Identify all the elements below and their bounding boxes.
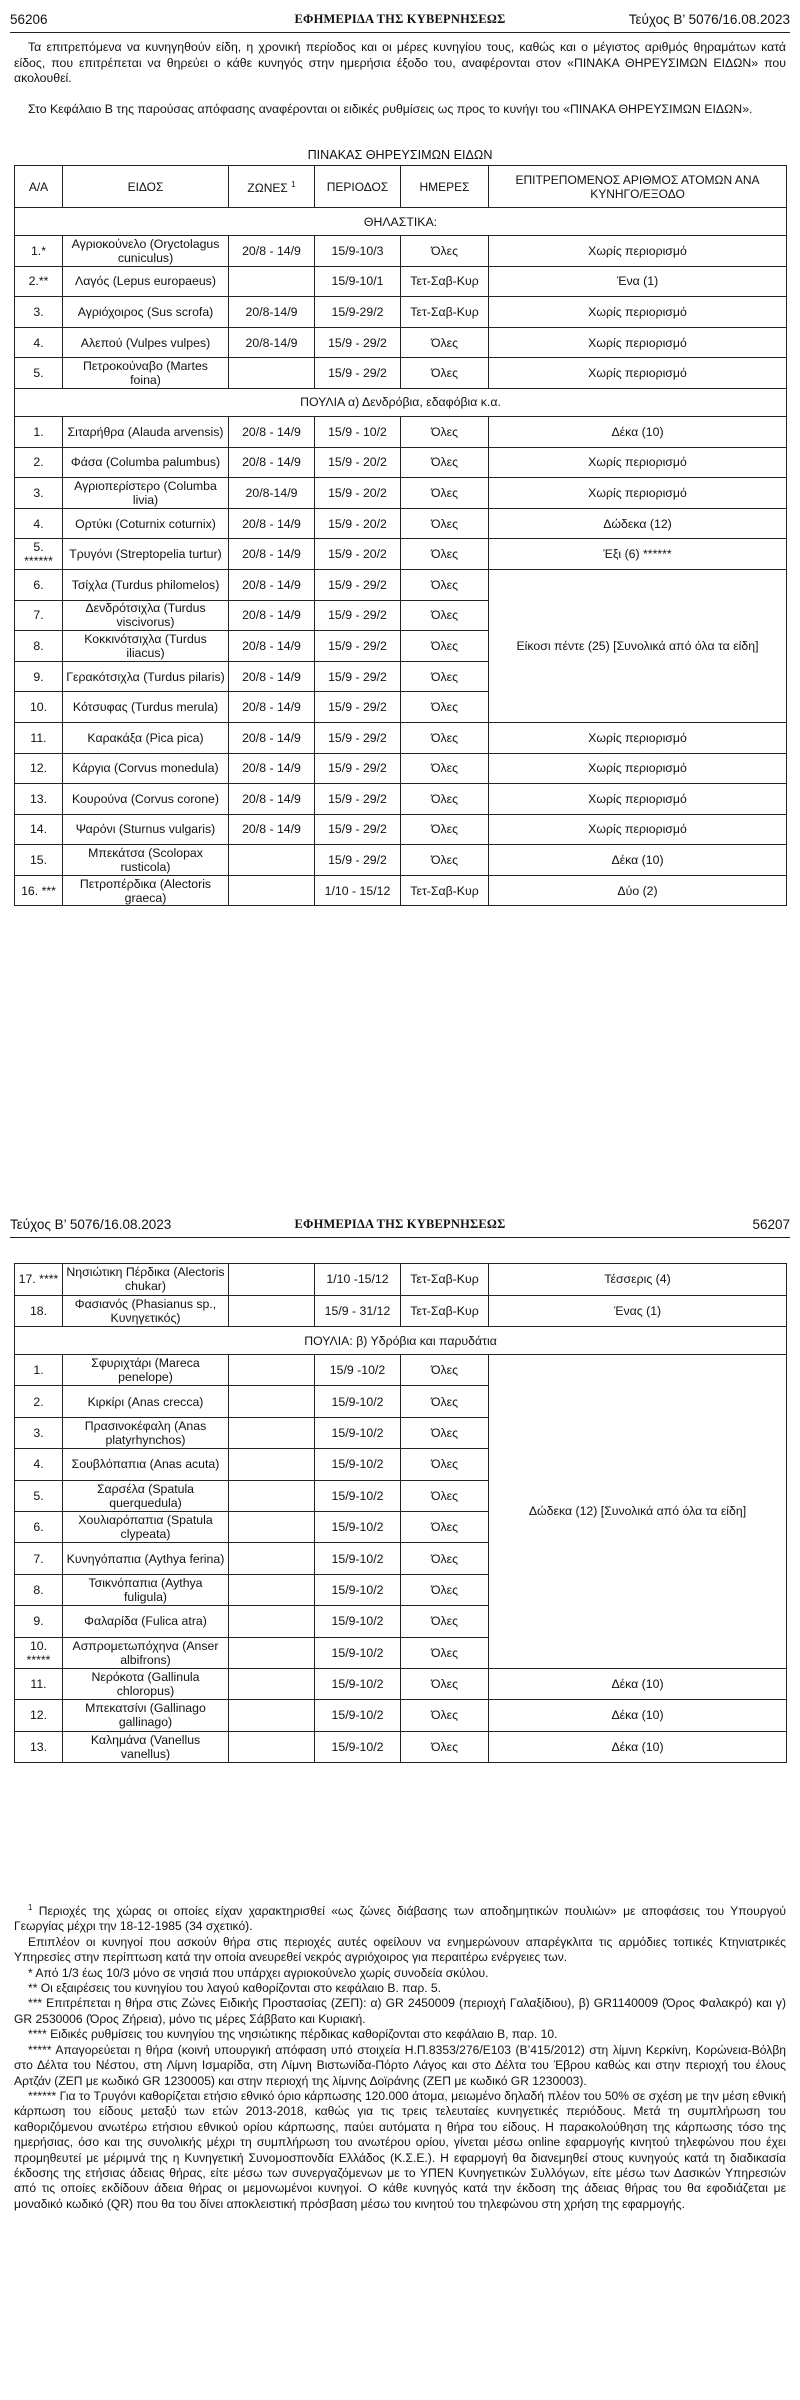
- species-name: Κότσυφας (Turdus merula): [63, 692, 229, 723]
- hunting-days: Τετ-Σαβ-Κυρ: [401, 875, 489, 906]
- hunting-days: Όλες: [401, 753, 489, 784]
- row-number: 14.: [15, 814, 63, 845]
- species-name: Ασπρομετωπόχηνα (Anser albifrons): [63, 1637, 229, 1668]
- hunting-days: Όλες: [401, 236, 489, 267]
- species-name: Πετροκούναβο (Martes foina): [63, 358, 229, 389]
- zones-period: 20/8-14/9: [229, 327, 315, 358]
- hunting-period: 15/9-10/2: [315, 1606, 401, 1637]
- species-name: Σφυριχτάρι (Mareca penelope): [63, 1355, 229, 1386]
- footnote: ****** Για το Τρυγόνι καθορίζεται ετήσιο εθνικό όριο κάρπωσης 120.000 άτομα, μειωμένο δηλαδή πλέον του 50% σε σχέση με την μέση εθνική κάρπωση του είδους μεταξύ των ετών 2013-2018, καθώς για τις τρεις τελευταίες κυνηγετικές περιόδους. Μετά τη συμπλήρωση του καθοριζόμενου ανωτέρω ετήσιου εθνικού ορίου κάρπωσης, παύει αυτόματα η θήρα του είδους. Η παρακολούθηση της κάρπωσης τόσο της ημερήσιας, όσο και της συνολικής μέχρι τη συμπλήρωση του ανωτέρου ορίου, γίνεται μέσω online εφαρμογής κινητού τηλεφώνου που έχει προμηθευτεί με μέριμνά της η Κυνηγετική Συνομοσπονδία Ελλάδος (Κ.Σ.Ε.). Η εφαρμογή θα διανεμηθεί στους κυνηγούς κατά τη διαδικασία έκδοσης της ετήσιας άδειας θήρας, είτε μέσω των συνεργαζόμενων με το ΥΠΕΝ Κυνηγετικών Συλλόγων, είτε μέσω των Δασικών Υπηρεσιών από τις οποίες εκδίδουν άδεια θήρας οι μεμονωμένοι κυνηγοί. Ο κάθε κυνηγός κατά την έκδοση της άδειας θήρας του θα εφοδιάζεται με μοναδικό κωδικό (QR) που θα του δίνει αποκλειστική πρόσβαση μέσω του κινητού του τηλεφώνου στη χρήση της εφαρμογής.: [14, 2088, 786, 2211]
- hunting-period: 1/10 -15/12: [315, 1264, 401, 1296]
- hunting-days: Όλες: [401, 784, 489, 815]
- hunting-days: Τετ-Σαβ-Κυρ: [401, 1295, 489, 1327]
- issue-info: Τεύχος Β’ 5076/16.08.2023: [628, 11, 790, 27]
- zones-period: 20/8-14/9: [229, 478, 315, 509]
- species-name: Μπεκάτσα (Scolopax rusticola): [63, 845, 229, 876]
- hunting-period: 15/9-10/2: [315, 1543, 401, 1574]
- hunting-days: Όλες: [401, 569, 489, 600]
- bag-limit: Έξι (6) ******: [489, 539, 787, 570]
- row-number: 4.: [15, 327, 63, 358]
- bag-limit: Χωρίς περιορισμό: [489, 236, 787, 267]
- table-row: [15, 569, 787, 600]
- row-number: 15.: [15, 845, 63, 876]
- footnote: Επιπλέον οι κυνηγοί που ασκούν θήρα στις περιοχές αυτές οφείλουν να ενημερώνουν απαρέγκλιτα τις αρμόδιες τοπικές Κτηνιατρικές Υπηρεσίες στην περίπτωση κατά την οποία ανευρεθεί νεκρός αγριόχοιρος για περαιτέρω ενέργειες των.: [14, 1934, 786, 1965]
- hunting-days: Όλες: [401, 327, 489, 358]
- species-name: Φάσα (Columba palumbus): [63, 447, 229, 478]
- row-number: 8.: [15, 631, 63, 662]
- species-name: Νησιώτικη Πέρδικα (Alectoris chukar): [63, 1264, 229, 1296]
- row-number: 13.: [15, 784, 63, 815]
- row-number: 6.: [15, 569, 63, 600]
- hunting-period: 15/9-10/2: [315, 1511, 401, 1542]
- zones-period: [229, 1480, 315, 1511]
- bag-limit: Δέκα (10): [489, 1668, 787, 1699]
- zones-period: 20/8 - 14/9: [229, 236, 315, 267]
- hunting-period: 15/9 - 29/2: [315, 722, 401, 753]
- issue-info: Τεύχος Β’ 5076/16.08.2023: [10, 1216, 172, 1232]
- hunting-period: 15/9 - 31/12: [315, 1295, 401, 1327]
- hunting-days: Όλες: [401, 1480, 489, 1511]
- row-number: 2.: [15, 1386, 63, 1417]
- table-row: [15, 1668, 787, 1699]
- table-caption: ΠΙΝΑΚΑΣ ΘΗΡΕΥΣΙΜΩΝ ΕΙΔΩΝ: [307, 148, 493, 162]
- row-number: 9.: [15, 661, 63, 692]
- zones-period: [229, 1637, 315, 1668]
- hunting-days: Όλες: [401, 845, 489, 876]
- table-row: [15, 814, 787, 845]
- bag-limit: Δώδεκα (12): [489, 508, 787, 539]
- bag-limit: Ένας (1): [489, 1295, 787, 1327]
- zones-period: [229, 1574, 315, 1605]
- species-name: Ορτύκι (Coturnix coturnix): [63, 508, 229, 539]
- row-number: 1.: [15, 416, 63, 447]
- hunting-period: 15/9 - 29/2: [315, 569, 401, 600]
- zones-period: 20/8 - 14/9: [229, 722, 315, 753]
- hunting-days: Τετ-Σαβ-Κυρ: [401, 297, 489, 328]
- journal-title: ΕΦΗΜΕΡΙΔΑ ΤΗΣ ΚΥΒΕΡΝΗΣΕΩΣ: [294, 1216, 506, 1231]
- hunting-days: Όλες: [401, 416, 489, 447]
- table-row: [15, 1731, 787, 1762]
- bag-limit: Δέκα (10): [489, 1731, 787, 1762]
- row-number: 7.: [15, 1543, 63, 1574]
- row-number: 10. *****: [15, 1637, 63, 1668]
- table-row: [15, 508, 787, 539]
- zones-period: [229, 1386, 315, 1417]
- species-name: Αγριοπερίστερο (Columba livia): [63, 478, 229, 509]
- species-name: Γερακότσιχλα (Turdus pilaris): [63, 661, 229, 692]
- bag-limit: Χωρίς περιορισμό: [489, 478, 787, 509]
- hunting-period: 15/9-10/2: [315, 1700, 401, 1731]
- zones-period: 20/8 - 14/9: [229, 569, 315, 600]
- footnote: ***** Απαγορεύεται η θήρα (κοινή υπουργική απόφαση υπό στοιχεία Η.Π.8353/276/Ε103 (Β’415/2012) στη λίμνη Κερκίνη, Κορώνεια-Βόλβη στο Δέλτα του Νέστου, στη Λίμνη Ισμαρίδα, στη Λίμνη Βιστωνίδα-Πόρτο Λάγος και στο Δέλτα του Έβρου καθώς και στην περιοχή του έλους Αρτζάν (ΖΕΠ με κωδικό GR 1230005) και στην περιοχή της λίμνης Δοϊράνης (ΖΕΠ με κωδικό GR 1230003).: [14, 2042, 786, 2088]
- zones-period: [229, 1295, 315, 1327]
- species-name: Πρασινοκέφαλη (Anas platyrhynchos): [63, 1417, 229, 1448]
- species-name: Κυνηγόπαπια (Aythya ferina): [63, 1543, 229, 1574]
- species-name: Νερόκοτα (Gallinula chloropus): [63, 1668, 229, 1699]
- hunting-days: Όλες: [401, 1449, 489, 1480]
- species-name: Αλεπού (Vulpes vulpes): [63, 327, 229, 358]
- footnotes: [14, 1900, 786, 2212]
- zones-period: [229, 1511, 315, 1542]
- hunting-period: 15/9 - 29/2: [315, 845, 401, 876]
- hunting-days: Όλες: [401, 539, 489, 570]
- bag-limit: Χωρίς περιορισμό: [489, 447, 787, 478]
- species-name: Κιρκίρι (Anas crecca): [63, 1386, 229, 1417]
- intro-paragraph: Στο Κεφάλαιο Β της παρούσας απόφασης αναφέρονται οι ειδικές ρυθμίσεις ως προς το κυνήγι του «ΠΙΝΑΚΑ ΘΗΡΕΥΣΙΜΩΝ ΕΙΔΩΝ».: [28, 102, 753, 116]
- zones-period: [229, 1731, 315, 1762]
- hunting-period: 15/9 - 29/2: [315, 692, 401, 723]
- bag-limit: Χωρίς περιορισμό: [489, 327, 787, 358]
- row-number: 3.: [15, 1417, 63, 1448]
- table-row: [15, 266, 787, 297]
- table-row: [15, 784, 787, 815]
- page-header-2: [10, 1211, 790, 1238]
- row-number: 3.: [15, 478, 63, 509]
- row-number: 2.: [15, 447, 63, 478]
- hunting-days: Όλες: [401, 1637, 489, 1668]
- table-row: [15, 722, 787, 753]
- species-name: Κοκκινότσιχλα (Turdus iliacus): [63, 631, 229, 662]
- col-header-limit: ΕΠΙΤΡΕΠΟΜΕΝΟΣ ΑΡΙΘΜΟΣ ΑΤΟΜΩΝ ΑΝΑ ΚΥΝΗΓΟ/ΕΞΟΔΟ: [489, 166, 787, 208]
- zones-period: 20/8 - 14/9: [229, 447, 315, 478]
- zones-period: 20/8-14/9: [229, 297, 315, 328]
- zones-period: [229, 1668, 315, 1699]
- bag-limit: Χωρίς περιορισμό: [489, 753, 787, 784]
- hunting-period: 15/9-10/1: [315, 266, 401, 297]
- zones-period: 20/8 - 14/9: [229, 692, 315, 723]
- zones-period: 20/8 - 14/9: [229, 753, 315, 784]
- footnote: ** Οι εξαιρέσεις του κυνηγίου του λαγού καθορίζονται στο κεφάλαιο Β. παρ. 5.: [28, 1981, 442, 1996]
- hunting-period: 15/9 - 29/2: [315, 327, 401, 358]
- bag-limit: Χωρίς περιορισμό: [489, 722, 787, 753]
- hunting-days: Τετ-Σαβ-Κυρ: [401, 1264, 489, 1296]
- species-table-part-1: [14, 165, 787, 906]
- hunting-period: 15/9 - 20/2: [315, 508, 401, 539]
- row-number: 10.: [15, 692, 63, 723]
- table-row: [15, 478, 787, 509]
- hunting-period: 15/9-10/3: [315, 236, 401, 267]
- page-header-1: [10, 6, 790, 33]
- footnote: * Από 1/3 έως 10/3 μόνο σε νησιά που υπάρχει αγριοκούνελο χωρίς συνοδεία σκύλου.: [28, 1965, 489, 1980]
- row-number: 4.: [15, 1449, 63, 1480]
- row-number: 9.: [15, 1606, 63, 1637]
- table-row: [15, 1295, 787, 1327]
- hunting-period: 15/9 - 10/2: [315, 416, 401, 447]
- hunting-days: Όλες: [401, 814, 489, 845]
- hunting-days: Όλες: [401, 661, 489, 692]
- zones-period: 20/8 - 14/9: [229, 416, 315, 447]
- bag-limit: Δέκα (10): [489, 845, 787, 876]
- intro-paragraph: Τα επιτρεπόμενα να κυνηγηθούν είδη, η χρονική περίοδος και οι μέρες κυνηγίου τους, καθώς και ο μέγιστος αριθμός θηραμάτων κατά είδος, που επιτρέπεται να θηρεύει ο κάθε κυνηγός στην ημερήσια έξοδο του, αναφέρονται στον «ΠΙΝΑΚΑ ΘΗΡΕΥΣΙΜΩΝ ΕΙΔΩΝ» που ακολουθεί.: [14, 40, 786, 85]
- table-row: [15, 539, 787, 570]
- species-name: Αγριοκούνελο (Oryctolagus cuniculus): [63, 236, 229, 267]
- table-row: [15, 236, 787, 267]
- hunting-days: Όλες: [401, 1700, 489, 1731]
- species-name: Λαγός (Lepus europaeus): [63, 266, 229, 297]
- table-row: [15, 297, 787, 328]
- zones-period: [229, 1543, 315, 1574]
- species-name: Κάργια (Corvus monedula): [63, 753, 229, 784]
- zones-period: 20/8 - 14/9: [229, 814, 315, 845]
- hunting-days: Τετ-Σαβ-Κυρ: [401, 266, 489, 297]
- hunting-period: 15/9-10/2: [315, 1417, 401, 1448]
- bag-limit: Χωρίς περιορισμό: [489, 297, 787, 328]
- zones-period: [229, 1417, 315, 1448]
- table-row: [15, 447, 787, 478]
- zones-period: [229, 875, 315, 906]
- hunting-period: 15/9-10/2: [315, 1574, 401, 1605]
- table-row: [15, 1355, 787, 1386]
- species-name: Δενδρότσιχλα (Turdus viscivorus): [63, 600, 229, 631]
- hunting-days: Όλες: [401, 600, 489, 631]
- zones-period: [229, 1606, 315, 1637]
- species-name: Ψαρόνι (Sturnus vulgaris): [63, 814, 229, 845]
- row-number: 12.: [15, 1700, 63, 1731]
- zones-period: 20/8 - 14/9: [229, 508, 315, 539]
- hunting-period: 15/9 - 20/2: [315, 539, 401, 570]
- hunting-days: Όλες: [401, 478, 489, 509]
- species-name: Μπεκατσίνι (Gallinago gallinago): [63, 1700, 229, 1731]
- species-name: Καρακάξα (Pica pica): [63, 722, 229, 753]
- hunting-days: Όλες: [401, 1574, 489, 1605]
- section-row: [15, 1327, 787, 1355]
- hunting-days: Όλες: [401, 1606, 489, 1637]
- species-name: Καλημάνα (Vanellus vanellus): [63, 1731, 229, 1762]
- hunting-period: 15/9-10/2: [315, 1637, 401, 1668]
- bag-limit: Τέσσερις (4): [489, 1264, 787, 1296]
- footnote: $^1$ Περιοχές της χώρας οι οποίες είχαν χαρακτηρισθεί «ως ζώνες διάβασης των αποδημητικών πουλιών» με αποφάσεις του Υπουργού Γεωργίας μέχρι την 18-12-1985 (34 σχετικό).: [14, 1903, 786, 1934]
- bag-limit: Χωρίς περιορισμό: [489, 358, 787, 389]
- row-number: 5.: [15, 1480, 63, 1511]
- table-row: [15, 358, 787, 389]
- species-name: Πετροπέρδικα (Alectoris graeca): [63, 875, 229, 906]
- hunting-period: 15/9 - 29/2: [315, 358, 401, 389]
- hunting-period: 15/9-10/2: [315, 1386, 401, 1417]
- col-header-aa: Α/Α: [15, 166, 63, 208]
- zones-period: 20/8 - 14/9: [229, 600, 315, 631]
- row-number: 5. ******: [15, 539, 63, 570]
- hunting-days: Όλες: [401, 1511, 489, 1542]
- hunting-days: Όλες: [401, 1668, 489, 1699]
- row-number: 6.: [15, 1511, 63, 1542]
- hunting-period: 15/9 - 29/2: [315, 631, 401, 662]
- zones-period: 20/8 - 14/9: [229, 661, 315, 692]
- section-row: [15, 388, 787, 416]
- bag-limit: Είκοσι πέντε (25) [Συνολικά από όλα τα είδη]: [489, 569, 787, 722]
- hunting-days: Όλες: [401, 1355, 489, 1386]
- hunting-period: 1/10 - 15/12: [315, 875, 401, 906]
- hunting-period: 15/9-10/2: [315, 1668, 401, 1699]
- zones-period: [229, 845, 315, 876]
- hunting-days: Όλες: [401, 722, 489, 753]
- hunting-period: 15/9 - 20/2: [315, 447, 401, 478]
- species-name: Φαλαρίδα (Fulica atra): [63, 1606, 229, 1637]
- species-name: Σαρσέλα (Spatula querquedula): [63, 1480, 229, 1511]
- hunting-period: 15/9 - 29/2: [315, 753, 401, 784]
- section-title: ΘΗΛΑΣΤΙΚΑ:: [15, 208, 787, 236]
- col-header-days: ΗΜΕΡΕΣ: [401, 166, 489, 208]
- zones-period: 20/8 - 14/9: [229, 539, 315, 570]
- footnote: **** Ειδικές ρυθμίσεις του κυνηγίου της νησιώτικης πέρδικας καθορίζονται στο κεφάλαιο Β, παρ. 10.: [28, 2027, 558, 2042]
- bag-limit: Χωρίς περιορισμό: [489, 814, 787, 845]
- row-number: 5.: [15, 358, 63, 389]
- row-number: 11.: [15, 1668, 63, 1699]
- bag-limit: Δώδεκα (12) [Συνολικά από όλα τα είδη]: [489, 1355, 787, 1669]
- section-title: ΠΟΥΛΙΑ α) Δενδρόβια, εδαφόβια κ.α.: [15, 388, 787, 416]
- table-row: [15, 845, 787, 876]
- hunting-days: Όλες: [401, 631, 489, 662]
- hunting-period: 15/9 - 29/2: [315, 814, 401, 845]
- hunting-days: Όλες: [401, 508, 489, 539]
- species-table-part-2: [14, 1263, 787, 1763]
- hunting-days: Όλες: [401, 1543, 489, 1574]
- bag-limit: Χωρίς περιορισμό: [489, 784, 787, 815]
- zones-period: [229, 1355, 315, 1386]
- species-name: Τσίχλα (Turdus philomelos): [63, 569, 229, 600]
- hunting-period: 15/9-10/2: [315, 1449, 401, 1480]
- hunting-period: 15/9 - 20/2: [315, 478, 401, 509]
- zones-period: [229, 266, 315, 297]
- hunting-period: 15/9 - 29/2: [315, 600, 401, 631]
- species-name: Χουλιαρόπαπια (Spatula clypeata): [63, 1511, 229, 1542]
- row-number: 13.: [15, 1731, 63, 1762]
- table-row: [15, 416, 787, 447]
- row-number: 7.: [15, 600, 63, 631]
- journal-title: ΕΦΗΜΕΡΙΔΑ ΤΗΣ ΚΥΒΕΡΝΗΣΕΩΣ: [294, 11, 506, 26]
- species-name: Τσικνόπαπια (Aythya fuligula): [63, 1574, 229, 1605]
- table-row: [15, 1700, 787, 1731]
- row-number: 2.**: [15, 266, 63, 297]
- table-header-row: [15, 166, 787, 208]
- page-number: 56207: [752, 1216, 790, 1232]
- hunting-days: Όλες: [401, 358, 489, 389]
- hunting-period: 15/9 - 29/2: [315, 661, 401, 692]
- species-name: Σουβλόπαπια (Anas acuta): [63, 1449, 229, 1480]
- hunting-period: 15/9 -10/2: [315, 1355, 401, 1386]
- zones-period: 20/8 - 14/9: [229, 631, 315, 662]
- col-header-zones: ΖΩΝΕΣ $^1$: [229, 166, 315, 208]
- bag-limit: Δέκα (10): [489, 1700, 787, 1731]
- section-row: [15, 208, 787, 236]
- species-name: Φασιανός (Phasianus sp., Κυνηγετικός): [63, 1295, 229, 1327]
- section-title: ΠΟΥΛΙΑ: β) Υδρόβια και παρυδάτια: [15, 1327, 787, 1355]
- row-number: 8.: [15, 1574, 63, 1605]
- row-number: 11.: [15, 722, 63, 753]
- row-number: 12.: [15, 753, 63, 784]
- hunting-days: Όλες: [401, 447, 489, 478]
- table-row: [15, 753, 787, 784]
- species-name: Σιταρήθρα (Alauda arvensis): [63, 416, 229, 447]
- zones-period: [229, 358, 315, 389]
- species-name: Αγριόχοιρος (Sus scrofa): [63, 297, 229, 328]
- row-number: 3.: [15, 297, 63, 328]
- bag-limit: Δέκα (10): [489, 416, 787, 447]
- row-number: 16. ***: [15, 875, 63, 906]
- hunting-days: Όλες: [401, 692, 489, 723]
- table-row: [15, 1264, 787, 1296]
- species-name: Κουρούνα (Corvus corone): [63, 784, 229, 815]
- bag-limit: Δύο (2): [489, 875, 787, 906]
- zones-period: [229, 1700, 315, 1731]
- col-header-species: ΕΙΔΟΣ: [63, 166, 229, 208]
- zones-period: [229, 1449, 315, 1480]
- hunting-days: Όλες: [401, 1386, 489, 1417]
- row-number: 1.*: [15, 236, 63, 267]
- hunting-days: Όλες: [401, 1731, 489, 1762]
- col-header-period: ΠΕΡΙΟΔΟΣ: [315, 166, 401, 208]
- zones-period: [229, 1264, 315, 1296]
- row-number: 1.: [15, 1355, 63, 1386]
- hunting-period: 15/9 - 29/2: [315, 784, 401, 815]
- species-name: Τρυγόνι (Streptopelia turtur): [63, 539, 229, 570]
- table-row: [15, 327, 787, 358]
- hunting-days: Όλες: [401, 1417, 489, 1448]
- page-number: 56206: [10, 11, 48, 27]
- hunting-period: 15/9-29/2: [315, 297, 401, 328]
- hunting-period: 15/9-10/2: [315, 1480, 401, 1511]
- table-row: [15, 875, 787, 906]
- bag-limit: Ένα (1): [489, 266, 787, 297]
- row-number: 4.: [15, 508, 63, 539]
- hunting-period: 15/9-10/2: [315, 1731, 401, 1762]
- row-number: 17. ****: [15, 1264, 63, 1296]
- footnote: *** Επιτρέπεται η θήρα στις Ζώνες Ειδικής Προστασίας (ΖΕΠ): α) GR 2450009 (περιοχή Γαλαξίδιου), β) GR1140009 (Όρος Φαλακρό) και γ) GR 2530006 (Όρος Ζήρεια), μόνο τις μέρες Σάββατο και Κυριακή.: [14, 1996, 786, 2026]
- zones-period: 20/8 - 14/9: [229, 784, 315, 815]
- row-number: 18.: [15, 1295, 63, 1327]
